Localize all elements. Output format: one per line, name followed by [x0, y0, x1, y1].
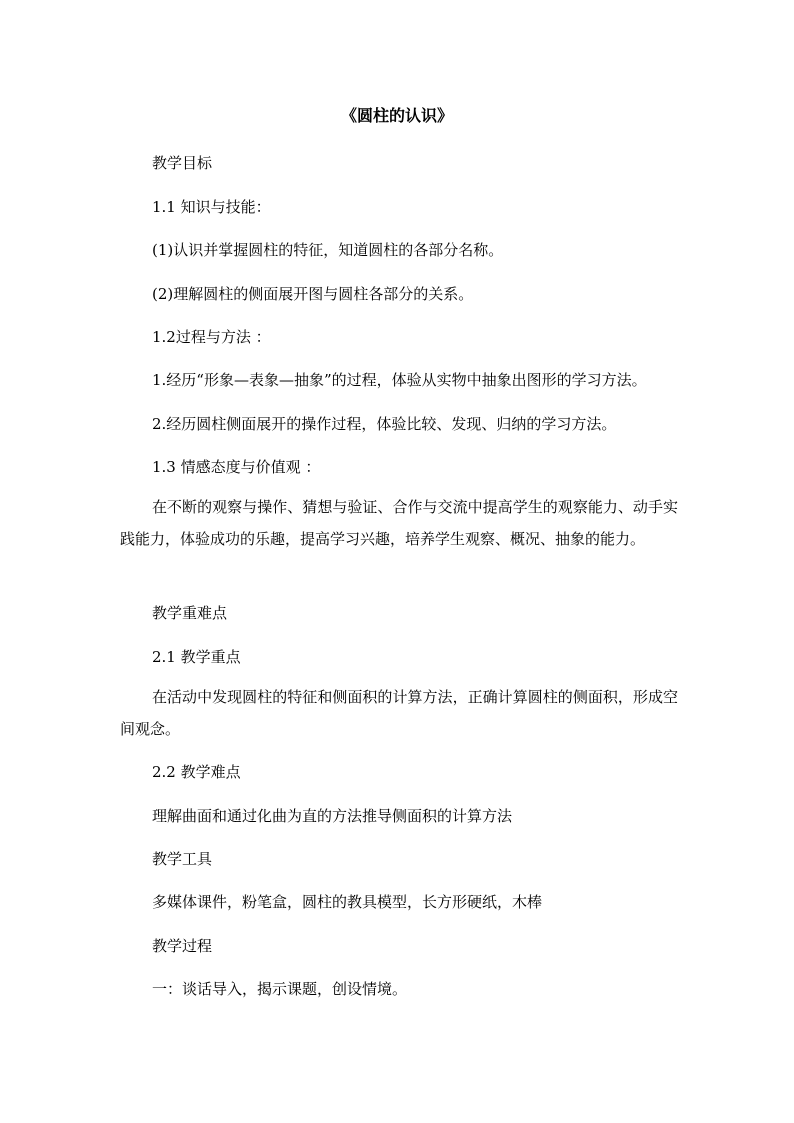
- heading-teaching-process: 教学过程: [152, 937, 213, 955]
- document-title: 《圆柱的认识》: [340, 106, 453, 125]
- heading-teaching-tools: 教学工具: [152, 850, 213, 868]
- process-item-2: 2.经历圆柱侧面展开的操作过程，体验比较、发现、归纳的学习方法。: [152, 415, 617, 433]
- heading-process-methods: 1.2过程与方法 ：: [152, 328, 271, 346]
- heading-key-points: 2.1 教学重点: [152, 648, 241, 666]
- process-item-1: 1.经历“形象—表象—抽象”的过程，体验从实物中抽象出图形的学习方法。: [152, 371, 647, 389]
- difficult-point-text: 理解曲面和通过化曲为直的方法推导侧面积的计算方法: [152, 807, 513, 825]
- goal-item-2: (2)理解圆柱的侧面展开图与圆柱各部分的关系。: [152, 285, 474, 303]
- teaching-tools-text: 多媒体课件，粉笔盒，圆柱的教具模型，长方形硬纸，木棒: [152, 893, 543, 911]
- heading-knowledge-skills: 1.1 知识与技能：: [152, 198, 271, 216]
- heading-difficult-points: 2.2 教学难点: [152, 763, 241, 781]
- goal-item-1: (1)认识并掌握圆柱的特征，知道圆柱的各部分名称。: [152, 241, 504, 259]
- process-step-1: 一：谈话导入，揭示课题，创设情境。: [152, 980, 408, 998]
- paragraph-emotion-values: 在不断的观察与操作、猜想与验证、合作与交流中提高学生的观察能力、动手实践能力，体验成功的乐趣，提高学习兴趣，培养学生观察、概况、抽象的能力。: [120, 498, 678, 548]
- heading-key-difficult-points: 教学重难点: [152, 604, 228, 622]
- paragraph-key-points: 在活动中发现圆柱的特征和侧面积的计算方法，正确计算圆柱的侧面积，形成空间观念。: [120, 688, 678, 738]
- heading-emotion-values: 1.3 情感态度与价值观 ：: [152, 458, 321, 476]
- heading-teaching-goals: 教学目标: [152, 154, 213, 172]
